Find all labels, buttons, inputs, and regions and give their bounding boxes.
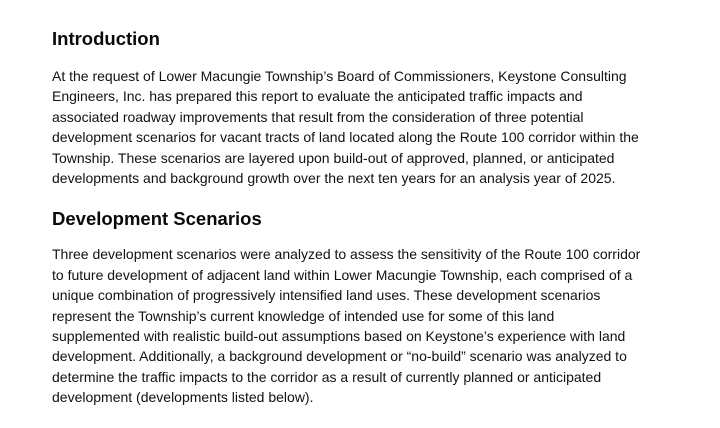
paragraph-line: Three development scenarios were analyzed to assess the sensitivity of the Route 100 corridor bbox=[52, 246, 641, 263]
paragraph-line: determine the traffic impacts to the corridor as a result of currently planned or anticipated bbox=[52, 368, 602, 385]
paragraph-line: At the request of Lower Macungie Township’s Board of Commissioners, Keystone Consulting bbox=[52, 68, 627, 84]
paragraph-line: to future development of adjacent land within Lower Macungie Township, each comprised of a bbox=[52, 266, 633, 283]
paragraph-line: development (developments listed below). bbox=[52, 389, 314, 406]
paragraph-line: development. Additionally, a background development or “no-build” scenario was analyzed to bbox=[52, 348, 627, 365]
paragraph-line: supplemented with realistic build-out assumptions based on Keystone’s experience with land bbox=[52, 328, 626, 345]
paragraph-line: developments and background growth over the next ten years for an analysis year of 2025. bbox=[52, 170, 616, 187]
paragraph-line: Engineers, Inc. has prepared this report to evaluate the anticipated traffic impacts and bbox=[52, 88, 583, 105]
paragraph-line: Township. These scenarios are layered upon build-out of approved, planned, or anticipated bbox=[52, 149, 615, 166]
paragraph-line: associated roadway improvements that result from the consideration of three potential bbox=[52, 108, 584, 125]
section-heading-development-scenarios: Development Scenarios bbox=[52, 208, 262, 230]
section-heading-introduction: Introduction bbox=[52, 28, 160, 49]
paragraph-line: unique combination of progressively intensified land uses. These development scenarios bbox=[52, 287, 601, 304]
paragraph-line: development scenarios for vacant tracts of land located along the Route 100 corridor within the bbox=[52, 129, 639, 146]
document-page bbox=[52, 26, 714, 408]
paragraph-line: represent the Township’s current knowledge of intended use for some of this land bbox=[52, 307, 555, 324]
development-scenarios-paragraph bbox=[52, 244, 714, 407]
introduction-paragraph bbox=[52, 66, 714, 188]
